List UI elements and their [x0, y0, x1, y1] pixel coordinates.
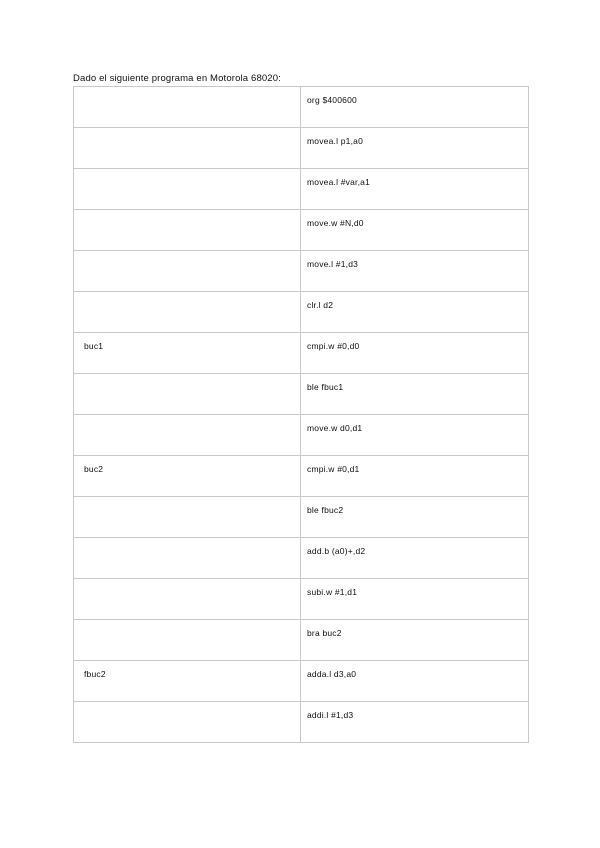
- instruction-cell: clr.l d2: [301, 292, 529, 333]
- instruction-cell: cmpi.w #0,d1: [301, 456, 529, 497]
- label-cell: [74, 579, 301, 620]
- instruction-cell: movea.l #var,a1: [301, 169, 529, 210]
- instruction-cell: subi.w #1,d1: [301, 579, 529, 620]
- table-row: [74, 374, 529, 415]
- table-row: [74, 661, 529, 702]
- label-cell: [74, 415, 301, 456]
- intro-text: Dado el siguiente programa en Motorola 68020:: [73, 73, 281, 84]
- label-cell: [74, 87, 301, 128]
- table-row: [74, 128, 529, 169]
- label-cell: fbuc2: [74, 661, 301, 702]
- instruction-cell: movea.l p1,a0: [301, 128, 529, 169]
- instruction-cell: ble fbuc2: [301, 497, 529, 538]
- table-row: [74, 251, 529, 292]
- instruction-cell: adda.l d3,a0: [301, 661, 529, 702]
- label-cell: [74, 128, 301, 169]
- instruction-cell: cmpi.w #0,d0: [301, 333, 529, 374]
- table-row: [74, 210, 529, 251]
- label-cell: [74, 292, 301, 333]
- label-cell: buc2: [74, 456, 301, 497]
- table-row: [74, 538, 529, 579]
- program-table: [73, 86, 529, 743]
- instruction-cell: bra buc2: [301, 620, 529, 661]
- label-cell: [74, 620, 301, 661]
- label-cell: buc1: [74, 333, 301, 374]
- table-row: [74, 292, 529, 333]
- table-row: [74, 620, 529, 661]
- label-cell: [74, 702, 301, 743]
- table-row: [74, 579, 529, 620]
- instruction-cell: add.b (a0)+,d2: [301, 538, 529, 579]
- table-row: [74, 333, 529, 374]
- label-cell: [74, 374, 301, 415]
- label-cell: [74, 538, 301, 579]
- instruction-cell: move.w #N,d0: [301, 210, 529, 251]
- table-row: [74, 415, 529, 456]
- instruction-cell: org $400600: [301, 87, 529, 128]
- instruction-cell: ble fbuc1: [301, 374, 529, 415]
- table-row: [74, 702, 529, 743]
- instruction-cell: move.w d0,d1: [301, 415, 529, 456]
- table-row: [74, 497, 529, 538]
- label-cell: [74, 497, 301, 538]
- label-cell: [74, 169, 301, 210]
- table-row: [74, 87, 529, 128]
- label-cell: [74, 251, 301, 292]
- table-row: [74, 456, 529, 497]
- table-row: [74, 169, 529, 210]
- label-cell: [74, 210, 301, 251]
- instruction-cell: move.l #1,d3: [301, 251, 529, 292]
- instruction-cell: addi.l #1,d3: [301, 702, 529, 743]
